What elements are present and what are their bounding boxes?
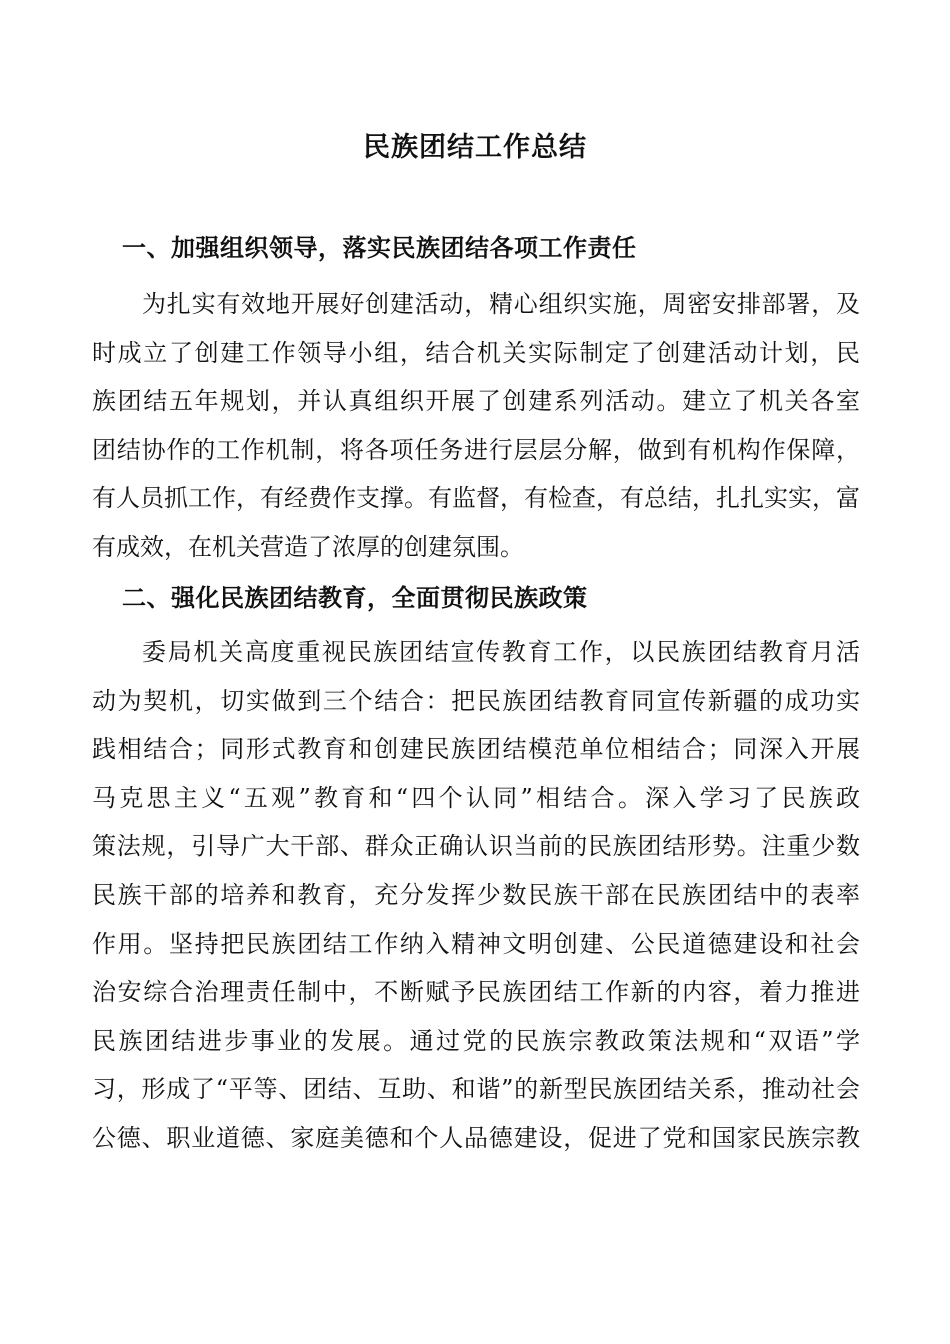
paragraph-line: 时成立了创建工作领导小组，结合机关实际制定了创建活动计划，民 <box>92 338 860 367</box>
paragraph-line: 有人员抓工作，有经费作支撑。有监督，有检查，有总结，扎扎实实，富 <box>92 484 860 513</box>
paragraph-line: 践相结合；同形式教育和创建民族团结模范单位相结合；同深入开展 <box>92 735 860 764</box>
paragraph-line: 有成效，在机关营造了浓厚的创建氛围。 <box>92 532 524 561</box>
paragraph-line: 团结协作的工作机制，将各项任务进行层层分解，做到有机构作保障， <box>92 435 860 464</box>
paragraph-line: 民族团结进步事业的发展。通过党的民族宗教政策法规和“双语”学 <box>92 1026 860 1055</box>
paragraph-line: 民族干部的培养和教育，充分发挥少数民族干部在民族团结中的表率 <box>92 880 860 909</box>
section-heading-2: 二、强化民族团结教育，全面贯彻民族政策 <box>122 584 588 612</box>
paragraph-line: 公德、职业道德、家庭美德和个人品德建设，促进了党和国家民族宗教 <box>92 1123 860 1152</box>
section-1-paragraph <box>92 280 860 572</box>
paragraph-line: 委局机关高度重视民族团结宣传教育工作，以民族团结教育月活 <box>142 638 860 666</box>
paragraph-line: 动为契机，切实做到三个结合：把民族团结教育同宣传新疆的成功实 <box>92 686 860 715</box>
section-2-paragraph <box>92 628 860 1163</box>
paragraph-line: 习，形成了“平等、团结、互助、和谐”的新型民族团结关系，推动社会 <box>92 1075 860 1104</box>
paragraph-line: 作用。坚持把民族团结工作纳入精神文明创建、公民道德建设和社会 <box>92 929 860 958</box>
paragraph-line: 策法规，引导广大干部、群众正确认识当前的民族团结形势。注重少数 <box>92 832 860 861</box>
section-heading-1: 一、加强组织领导，落实民族团结各项工作责任 <box>122 234 637 262</box>
paragraph-line: 为扎实有效地开展好创建活动，精心组织实施，周密安排部署，及 <box>142 290 860 318</box>
paragraph-line: 治安综合治理责任制中，不断赋予民族团结工作新的内容，着力推进 <box>92 978 860 1007</box>
paragraph-line: 马克思主义“五观”教育和“四个认同”相结合。深入学习了民族政 <box>92 783 860 812</box>
document-title: 民族团结工作总结 <box>363 132 587 163</box>
paragraph-line: 族团结五年规划，并认真组织开展了创建系列活动。建立了机关各室 <box>92 387 860 416</box>
